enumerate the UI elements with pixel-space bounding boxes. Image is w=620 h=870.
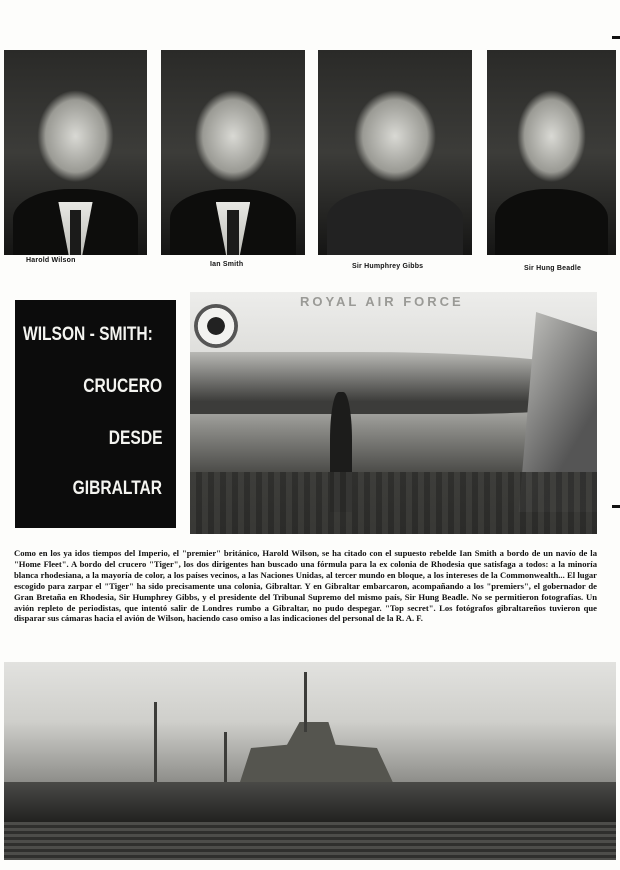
edge-mark — [612, 505, 620, 508]
ship-photo — [4, 662, 616, 860]
headline-box — [15, 300, 176, 528]
portrait-caption: Sir Humphrey Gibbs — [352, 263, 424, 270]
portrait-photo-beadle — [487, 50, 616, 255]
edge-mark — [612, 36, 620, 39]
raf-roundel-icon — [194, 304, 238, 348]
portrait-photo-wilson — [4, 50, 147, 255]
headline-line: DESDE — [108, 428, 162, 449]
aircraft-lettering: ROYAL AIR FORCE — [300, 294, 464, 309]
portrait-caption: Sir Hung Beadle — [524, 265, 582, 272]
headline-line: GIBRALTAR — [72, 478, 162, 499]
portrait-caption: Ian Smith — [210, 261, 244, 268]
headline-line: CRUCERO — [83, 376, 162, 397]
portrait-caption: Harold Wilson — [26, 257, 76, 264]
article-text: Como en los ya idos tiempos del Imperio, el "premier" británico, Harold Wilson, se ha citado con el supuesto rebelde Ian Smith a bordo de un navío de la "Home Fleet". A bordo del crucero "Tiger", los dos dirigentes han buscado una fórmula para la ex colonia de Rhodesia que satisfaga a todos: a la minoría blanca rhodesiana, a la mayoría de color, a los países vecinos, a las Naciones Unidas, al tercer mundo en bloque, a los intereses de la Commonwealth... El lugar escogido para zarpar el "Tiger" ha sido precisamente una colonia, Gibraltar. Y en Gibraltar embarcaron, acompañando a los "premiers", el gobernador de Gran Bretaña en Rhodesia, Sir Humphrey Gibbs, y el presidente del Tribunal Supremo del mismo país, Sir Hung Beadle. No se permitieron fotografías. Un avión repleto de periodistas, que intentó salir de Londres rumbo a Gibraltar, no pudo despegar. "Top secret". Los fotógrafos gibraltareños tuvieron que disparar sus cámaras hacia el avión de Wilson, haciendo caso omiso a las indicaciones del personal de la R. A. F. — [14, 548, 597, 624]
plane-photo — [190, 292, 597, 534]
portrait-photo-smith — [161, 50, 305, 255]
portrait-photo-gibbs — [318, 50, 472, 255]
headline-line: WILSON - SMITH: — [23, 324, 153, 345]
